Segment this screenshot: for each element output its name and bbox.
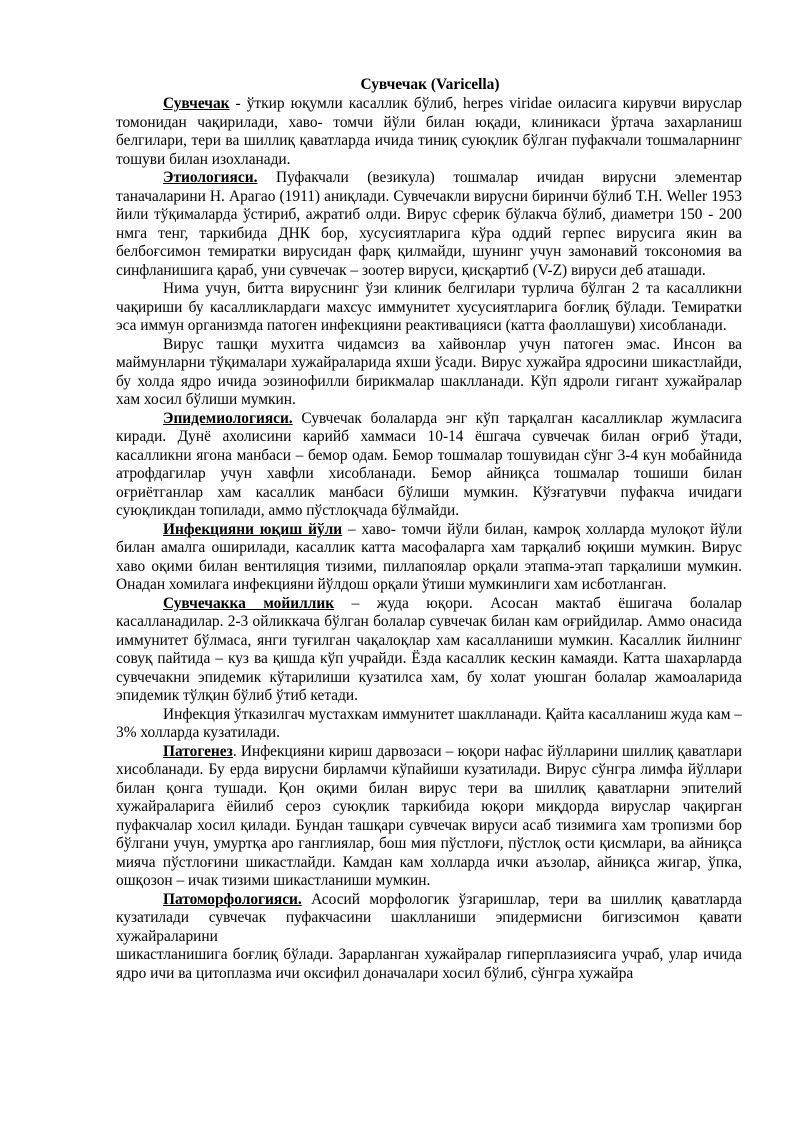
section-heading: Сувчечакка мойиллик <box>163 594 335 612</box>
paragraph-text: - ўткир юқумли касаллик бўлиб, herpes viridae оиласига кирувчи вируслар томонидан чақирилади, хаво- томчи йўли билан юқади, клиникаси ўртача захарланиш белгилари, тери ва шиллиқ қаватларда ичида тиниқ суюқлик бўлган пуфакчали тошмаларнинг тошуви билан изохланади. <box>116 95 742 168</box>
paragraph <box>116 743 742 891</box>
section-heading: Патогенез <box>163 742 233 760</box>
paragraph-text: шикастланишига боғлиқ бўлади. Зарарланган хужайралар гиперплазиясига учраб, улар ичида ядро ичи ва цитоплазма ичи оксифил доначалари хосил бўлиб, сўнгра хужайра <box>116 946 742 982</box>
section-heading: Патоморфологияси. <box>163 890 302 908</box>
paragraph <box>116 595 742 706</box>
paragraph <box>116 706 742 743</box>
paragraph <box>116 521 742 595</box>
paragraph-text: Вирус ташқи мухитга чидамсиз ва хайвонлар учун патоген эмас. Инсон ва маймунларни тўқималари хужайраларида яхши ўсади. Вирус хужайра ядросини шикастлайди, бу холда ядро ичида эозинофилли бирикмалар шаклланади. Кўп ядроли гигант хужайралар хам хосил бўлиши мумкин. <box>116 335 742 408</box>
paragraph-text: Асосий морфологик ўзгаришлар, тери ва шиллиқ қаватларда кузатилади сувчечак пуфакчасини шаклланиши эпидермисни бигизсимон қавати хужайраларини <box>116 890 742 945</box>
paragraph-text: – хаво- томчи йўли билан, камроқ холларда мулоқот йўли билан амалга оширилади, касаллик катта масофаларга хам тарқалиб юқиши мумкин. Вирус хаво оқими билан вентиляция тизими, пиллапоялар орқали этапма-этап тарқалиши мумкин. Онадан хомилага инфекцияни йўлдош орқали ўтиши мумкинлиги хам исботланган. <box>116 520 743 593</box>
paragraph <box>116 95 742 169</box>
paragraph-text: Нима учун, битта вируснинг ўзи клиник белгилари турлича бўлган 2 та касалликни чақириши бу касалликлардаги махсус иммунитет хусусиятларига боғлиқ бўлади. Темиратки эса иммун организмда патоген инфекцияни реактивацияси (катта фаоллашуви) хисобланади. <box>116 280 742 334</box>
paragraph <box>116 336 742 410</box>
paragraph-text: Инфекция ўтказилгач мустахкам иммунитет шаклланади. Қайта касалланиш жуда кам – 3% холларда кузатилади. <box>116 705 742 741</box>
paragraph <box>116 891 742 947</box>
paragraph <box>116 280 742 336</box>
section-heading: Сувчечак <box>163 95 230 112</box>
paragraph-text: . Инфекцияни кириш дарвозаси – юқори нафас йўлларини шиллиқ қаватлари хисобланади. Бу ерда вирусни бирламчи кўпайиши кузатилади. Вирус сўнгра лимфа йўллари билан қонга тушади. Қон оқими билан вирус тери ва шиллиқ қаватларни эпителий хужайраларига ёйилиб сероз суюқлик таркибида юқори миқдорда вируслар чақирган пуфакчалар хосил қилади. Бундан ташқари сувчечак вируси асаб тизимига хам тропизми бор бўлгани учун, умуртқа аро ганглиялар, бош мия пўстлоғи, пўстлоқ ости қисмлари, ва айниқса мияча пўстлоғини шикастлайди. Камдан кам холларда ички аъзолар, айниқса жигар, ўпка, ошқозон – ичак тизими шикастланиши мумкин. <box>116 742 742 889</box>
paragraph-text: – жуда юқори. Асосан мактаб ёшигача болалар касалланадилар. 2-3 ойликкача бўлган болалар сувчечак билан кам оғрийдилар. Аммо онасида иммунитет бўлмаса, янги туғилган чақалоқлар хам касалланиши мумкин. Касаллик йилнинг совуқ пайтида – куз ва қишда кўп учрайди. Ёзда касаллик кескин камаяди. Катта шахарларда сувчечакни эпидемик кўтарилиши кузатилса хам, бу холат уюшган болалар жамоаларида эпидемик тўлқин бўлиб ўтиб кетади. <box>116 594 742 704</box>
document-title: Сувчечак (Varicella) <box>360 76 500 93</box>
paragraph <box>116 946 742 983</box>
paragraph <box>116 169 742 280</box>
section-heading: Эпидемиологияси. <box>163 409 293 427</box>
section-heading: Этиологияси. <box>163 169 258 186</box>
paragraph-text: Сувчечак болаларда энг кўп тарқалган касалликлар жумласига киради. Дунё ахолисини карийб хаммаси 10-14 ёшгача сувчечак билан оғриб ўтади, касалликни ягона манбаси – бемор одам. Бемор тошмалар тошувидан сўнг 3-4 кун мобайнида атрофдагилар учун хавфли хисобланади. Бемор айниқса тошмалар тошиши билан оғриётганлар хам касаллик манбаси бўлиши мумкин. Кўзғатувчи пуфакча ичидаги суюқликдан топилади, аммо пўстлоқчада бўлмайди. <box>116 409 742 519</box>
section-heading: Инфекцияни юқиш йўли <box>163 520 343 538</box>
paragraph-text: Пуфакчали (везикула) тошмалар ичидан вирусни элементар таначаларини Н. Арагао (1911) аниқлади. Сувчечакли вирусни биринчи бўлиб Т.Н. Weller 1953 йили тўқималарда ўстириб, ажратиб олди. Вирус сферик бўлакча бўлиб, диаметри 150 - 200 нмга тенг, таркибида ДНК бор, хусусиятларига кўра оддий герпес вирусига якин ва белбоғсимон темиратки вирусидан фарқ қилмайди, шунинг учун замонавий токсономия ва синфланишига қараб, уни сувчечак – зоотер вируси, қисқартиб (V-Z) вируси деб аташади. <box>116 169 742 279</box>
document-body <box>116 95 742 983</box>
paragraph <box>116 410 742 521</box>
